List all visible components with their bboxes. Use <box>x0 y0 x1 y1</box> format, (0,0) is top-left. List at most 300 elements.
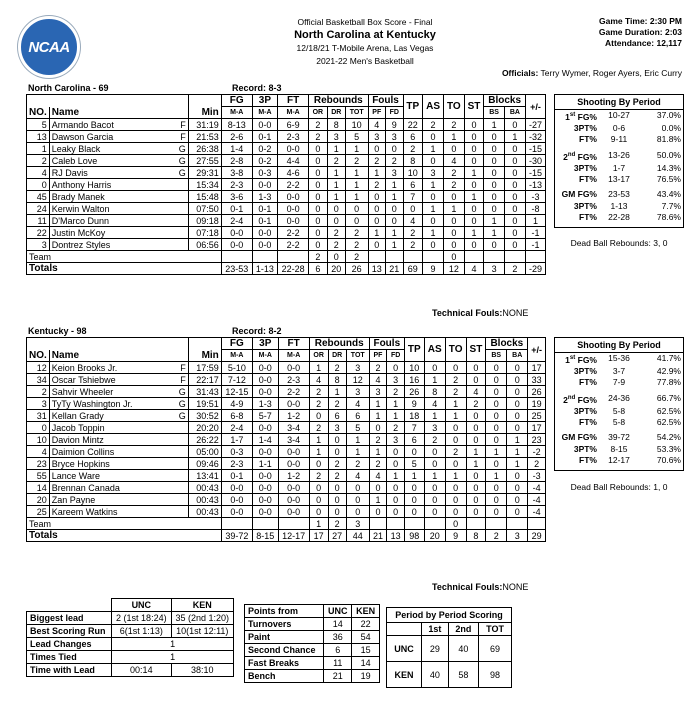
stat-cell: 26 <box>404 386 424 398</box>
ma-header: M-A <box>252 107 277 119</box>
unc-value: 2 (1st 18:24) <box>112 612 171 625</box>
uk-box-score-table <box>26 337 546 542</box>
ma-header: M-A <box>278 350 309 362</box>
shooting-label <box>555 366 599 377</box>
stat-name: 3PT% <box>573 162 597 173</box>
blocks-header: Blocks <box>486 338 528 350</box>
minutes: 26:22 <box>188 434 221 446</box>
stat-cell: -4 <box>528 494 546 506</box>
logo-text: NCAA <box>28 38 70 56</box>
fouls-header: Fouls <box>368 95 403 107</box>
stat-cell: 0 <box>486 458 507 470</box>
summary-value: 1 <box>112 638 234 651</box>
stat-cell: 0 <box>309 227 328 239</box>
total-score: 69 <box>479 636 512 662</box>
stat-cell: 2 <box>368 179 385 191</box>
3p-header: 3P <box>252 95 277 107</box>
stat-cell: 0 <box>444 191 465 203</box>
ma-header: M-A <box>221 350 252 362</box>
stat-cell: 0 <box>424 506 445 518</box>
stat-cell: 0 <box>424 362 445 374</box>
player-name: Kerwin Walton <box>49 203 174 215</box>
shooting-row <box>555 134 683 145</box>
stat-cell: 0 <box>368 203 385 215</box>
player-row <box>27 482 546 494</box>
made-attempts: 1-13 <box>610 200 628 211</box>
percentage: 0.0% <box>661 123 681 134</box>
period-title: Period by Period Scoring <box>387 608 512 623</box>
unc-technical-fouls: Technical Fouls:NONE <box>432 308 529 318</box>
stat-cell: 0-0 <box>252 470 278 482</box>
stat-cell: 0 <box>445 482 466 494</box>
summary-label: Biggest lead <box>27 612 112 625</box>
percentage: 62.5% <box>656 405 681 416</box>
shooting-label <box>555 134 599 145</box>
stat-cell: 3 <box>424 422 445 434</box>
stat-cell: 1 <box>423 227 444 239</box>
stat-cell: 18 <box>404 410 424 422</box>
summary-row <box>27 638 234 651</box>
stat-cell: 1 <box>424 374 445 386</box>
stat-cell: -3 <box>526 191 546 203</box>
stat-cell: 0-0 <box>278 143 309 155</box>
first-half-header: 1st <box>422 623 449 636</box>
team-stat-cell: 3 <box>346 518 369 530</box>
made-attempts: 9-11 <box>610 134 628 145</box>
ken-value: 38:10 <box>171 664 234 677</box>
shooting-row <box>555 366 683 377</box>
ncaa-logo <box>18 16 80 78</box>
unc-value: 6(1st 1:13) <box>112 625 171 638</box>
header-row <box>27 338 546 350</box>
made-attempts: 5-8 <box>612 417 626 428</box>
stat-name: 3PT% <box>573 123 597 134</box>
stat-cell: -13 <box>526 179 546 191</box>
made-attempts: 15-36 <box>608 353 630 363</box>
stat-cell: 0-0 <box>278 458 309 470</box>
totals-cell: 20 <box>327 263 345 275</box>
stat-name: FT% <box>579 417 597 428</box>
stat-cell: 5-10 <box>221 362 252 374</box>
jersey-number: 4 <box>27 446 50 458</box>
unc-dead-ball-rebounds: Dead Ball Rebounds: 3, 0 <box>570 238 668 248</box>
stat-cell: -1 <box>526 239 546 251</box>
stat-cell: 0 <box>484 131 505 143</box>
stat-cell: 22 <box>403 119 423 131</box>
percentage: 50.0% <box>656 149 681 160</box>
player-row <box>27 131 546 143</box>
stat-cell: 10 <box>403 167 423 179</box>
stat-cell: 1-4 <box>252 434 278 446</box>
team-stat-cell: 0 <box>444 251 465 263</box>
stat-cell: 0-0 <box>221 506 252 518</box>
percentage: 43.4% <box>656 189 681 200</box>
ken-value: 19 <box>352 670 380 683</box>
points-category: Turnovers <box>245 618 324 631</box>
stat-cell: 2 <box>387 386 405 398</box>
player-name: Keion Brooks Jr. <box>49 362 174 374</box>
stat-cell: -1 <box>526 227 546 239</box>
stat-cell: -27 <box>526 119 546 131</box>
shooting-label <box>555 444 599 455</box>
minutes: 07:50 <box>188 203 221 215</box>
minutes: 09:18 <box>188 215 221 227</box>
stat-cell: 1 <box>345 143 368 155</box>
stat-name: FG% <box>577 111 597 122</box>
jersey-number: 20 <box>27 494 50 506</box>
made-attempts: 8-15 <box>610 443 628 454</box>
unc-value: 36 <box>324 631 352 644</box>
team-stat-cell <box>386 251 403 263</box>
stat-cell: 0 <box>486 410 507 422</box>
stat-cell: 1 <box>327 179 345 191</box>
player-position: G <box>174 398 188 410</box>
stat-cell: 1 <box>484 215 505 227</box>
totals-cell: 9 <box>423 263 444 275</box>
stat-cell: 0 <box>309 191 328 203</box>
unc-header: UNC <box>324 605 352 618</box>
stat-cell: 2 <box>444 179 465 191</box>
points-category: Bench <box>245 670 324 683</box>
stat-cell: 0 <box>466 422 486 434</box>
ma-header: M-A <box>221 107 252 119</box>
player-position: F <box>174 362 188 374</box>
shooting-title: Shooting By Period <box>555 95 683 110</box>
unc-value: 00:14 <box>112 664 171 677</box>
player-name: Kellan Grady <box>49 410 174 422</box>
stat-cell: 0 <box>309 482 328 494</box>
stat-cell: 0 <box>466 470 486 482</box>
jersey-number: 22 <box>27 227 50 239</box>
stat-cell: 0 <box>445 422 466 434</box>
stat-cell: 0-0 <box>252 482 278 494</box>
jersey-number: 4 <box>27 167 50 179</box>
team-stat-cell <box>404 518 424 530</box>
totals-cell: 39-72 <box>221 530 252 542</box>
stat-cell: 2-4 <box>221 215 252 227</box>
stat-cell: 0 <box>327 215 345 227</box>
stat-cell: 0 <box>486 398 507 410</box>
stat-cell: 1 <box>423 203 444 215</box>
totals-cell: 1-13 <box>252 263 277 275</box>
stat-cell: 1 <box>464 167 484 179</box>
shooting-label <box>555 201 599 212</box>
player-row <box>27 494 546 506</box>
made-attempts: 22-28 <box>608 212 630 223</box>
team-stat-cell <box>464 251 484 263</box>
stat-cell: 2 <box>328 398 346 410</box>
player-row <box>27 179 546 191</box>
stat-cell: 0-0 <box>278 494 309 506</box>
stat-cell: 0 <box>464 179 484 191</box>
stat-cell: 3 <box>387 434 405 446</box>
stat-cell: 0 <box>369 506 387 518</box>
totals-label: Totals <box>27 530 222 542</box>
plus-minus-header: +/- <box>526 95 546 119</box>
pf-header: PF <box>368 107 385 119</box>
totals-cell: 8 <box>466 530 486 542</box>
summary-label: Best Scoring Run <box>27 625 112 638</box>
stat-cell: 0 <box>466 482 486 494</box>
points-from-row <box>245 670 380 683</box>
stat-cell: 2 <box>403 239 423 251</box>
stat-cell: 2-2 <box>278 239 309 251</box>
stat-cell: 0-0 <box>252 119 277 131</box>
stat-cell: 2 <box>309 398 328 410</box>
ken-header: KEN <box>352 605 380 618</box>
stat-name: 3PT% <box>573 443 597 454</box>
stat-cell: 8 <box>327 119 345 131</box>
period-number: 2 <box>563 394 568 405</box>
stat-cell: 1-1 <box>252 458 278 470</box>
stat-cell: 0 <box>445 362 466 374</box>
stat-cell: 3 <box>386 167 403 179</box>
venue-line: 12/18/21 T-Mobile Arena, Las Vegas <box>296 43 434 53</box>
stat-cell: 5 <box>345 131 368 143</box>
stat-cell: 0-0 <box>252 386 278 398</box>
total-score: 98 <box>479 662 512 688</box>
minutes: 27:55 <box>188 155 221 167</box>
header-row <box>27 95 546 107</box>
team-stat-cell <box>507 518 528 530</box>
team-abbrev: UNC <box>387 636 422 662</box>
stat-name: FT% <box>579 134 597 145</box>
stat-cell: 1-7 <box>221 434 252 446</box>
st-header: ST <box>466 338 486 362</box>
fg-header: FG <box>221 338 252 350</box>
stat-cell: 17 <box>528 422 546 434</box>
stat-cell: 0 <box>423 155 444 167</box>
stat-cell: 0 <box>507 398 528 410</box>
stat-cell: 0 <box>445 434 466 446</box>
stat-cell: -8 <box>526 203 546 215</box>
made-attempts: 0-6 <box>612 123 626 134</box>
stat-cell: 0 <box>328 482 346 494</box>
blank-header <box>27 599 112 612</box>
stat-cell: 2-8 <box>221 155 252 167</box>
period-row <box>387 662 512 688</box>
stat-cell: 8 <box>424 386 445 398</box>
stat-cell: 1 <box>387 410 405 422</box>
summary-row <box>27 651 234 664</box>
stat-cell: 0 <box>504 143 525 155</box>
stat-cell: 8 <box>403 155 423 167</box>
minutes: 20:20 <box>188 422 221 434</box>
stat-cell: 4 <box>346 398 369 410</box>
stat-cell: 5-7 <box>252 410 278 422</box>
percentage: 54.2% <box>656 432 681 443</box>
stat-name: GM FG% <box>561 432 597 443</box>
stat-cell: 0 <box>424 458 445 470</box>
unc-value: 6 <box>324 644 352 657</box>
stat-cell: 6 <box>403 131 423 143</box>
ken-value: 15 <box>352 644 380 657</box>
stat-cell: 0 <box>504 215 525 227</box>
stat-cell: 3 <box>423 167 444 179</box>
stat-cell: 0 <box>387 446 405 458</box>
stat-cell: 1 <box>424 470 445 482</box>
stat-cell: 4-6 <box>278 167 309 179</box>
player-row <box>27 434 546 446</box>
stat-cell: 1 <box>346 434 369 446</box>
percentage: 42.9% <box>656 366 681 377</box>
stat-cell: 0 <box>444 215 465 227</box>
jersey-number: 23 <box>27 458 50 470</box>
stat-cell: 8-13 <box>221 119 252 131</box>
stat-cell: 2-3 <box>221 458 252 470</box>
stat-cell: -4 <box>528 506 546 518</box>
stat-cell: 0 <box>486 494 507 506</box>
stat-cell: 2 <box>327 155 345 167</box>
minutes: 29:31 <box>188 167 221 179</box>
season-line: 2021-22 Men's Basketball <box>316 56 414 66</box>
made-attempts: 13-26 <box>608 149 630 160</box>
stat-cell: 2-4 <box>221 422 252 434</box>
player-position <box>174 239 188 251</box>
stat-cell: 0 <box>504 155 525 167</box>
player-row <box>27 227 546 239</box>
player-row <box>27 203 546 215</box>
stat-cell: 0-0 <box>252 494 278 506</box>
summary-row <box>27 664 234 677</box>
player-row <box>27 155 546 167</box>
shooting-label <box>555 163 599 174</box>
stat-cell: 1 <box>486 446 507 458</box>
stat-cell: 0 <box>464 131 484 143</box>
player-row <box>27 191 546 203</box>
totals-cell: 3 <box>507 530 528 542</box>
team-stat-cell <box>423 251 444 263</box>
stat-cell: 0 <box>369 422 387 434</box>
stat-cell: 2-2 <box>278 227 309 239</box>
team-stat-cell <box>369 518 387 530</box>
stat-cell: 0-0 <box>278 191 309 203</box>
stat-cell: 2 <box>445 386 466 398</box>
summary-label: Times Tied <box>27 651 112 664</box>
stat-cell: 0-1 <box>221 203 252 215</box>
stat-cell: 4 <box>466 386 486 398</box>
3p-header: 3P <box>252 338 278 350</box>
shooting-label <box>555 110 599 123</box>
stat-cell: 0 <box>444 227 465 239</box>
player-position: G <box>174 167 188 179</box>
stat-cell: 1 <box>328 386 346 398</box>
stat-cell: 0 <box>387 458 405 470</box>
jersey-number: 24 <box>27 203 50 215</box>
stat-cell: 2-2 <box>278 179 309 191</box>
stat-cell: 6 <box>404 434 424 446</box>
percentage: 66.7% <box>656 392 681 403</box>
stat-cell: 0 <box>466 362 486 374</box>
stat-cell: 4 <box>369 374 387 386</box>
team-stat-cell: 2 <box>328 518 346 530</box>
stat-cell: 0 <box>507 506 528 518</box>
game-time: Game Time: 2:30 PM <box>599 16 682 26</box>
stat-cell: 1 <box>345 191 368 203</box>
period-number: 2 <box>563 151 568 162</box>
ma-header: M-A <box>278 107 309 119</box>
team-stat-cell <box>486 518 507 530</box>
stat-cell: 1 <box>486 470 507 482</box>
shooting-row <box>555 123 683 134</box>
stat-cell: 1 <box>369 410 387 422</box>
stat-cell: 2 <box>327 227 345 239</box>
player-row <box>27 143 546 155</box>
player-name: RJ Davis <box>49 167 174 179</box>
stat-cell: 2 <box>445 374 466 386</box>
stat-cell: 0 <box>484 191 505 203</box>
stat-cell: 1 <box>445 398 466 410</box>
stat-cell: 1 <box>504 131 525 143</box>
player-row <box>27 362 546 374</box>
stat-cell: 0 <box>368 215 385 227</box>
stat-name: FT% <box>579 212 597 223</box>
stat-cell: 0 <box>424 446 445 458</box>
stat-cell: 2-2 <box>278 386 309 398</box>
stat-cell: 0 <box>466 410 486 422</box>
stat-cell: 4-9 <box>221 398 252 410</box>
stat-cell: 0 <box>309 506 328 518</box>
percentage: 7.7% <box>661 200 681 211</box>
stat-cell: 0-0 <box>221 494 252 506</box>
stat-cell: 3 <box>387 374 405 386</box>
ken-value: 14 <box>352 657 380 670</box>
totals-cell: 23-53 <box>221 263 252 275</box>
stat-cell: 0 <box>423 191 444 203</box>
jersey-number: 5 <box>27 119 50 131</box>
totals-cell: 44 <box>346 530 369 542</box>
shooting-row <box>555 444 683 455</box>
unc-box-score-table <box>26 94 546 275</box>
stat-cell: 1 <box>368 227 385 239</box>
shooting-row <box>555 417 683 428</box>
minutes: 09:46 <box>188 458 221 470</box>
stat-cell: 0 <box>368 239 385 251</box>
points-from-row <box>245 657 380 670</box>
team-stat-cell <box>403 251 423 263</box>
jersey-number: 3 <box>27 398 50 410</box>
shooting-row <box>555 406 683 417</box>
min-header: Min <box>188 350 221 362</box>
player-position <box>174 203 188 215</box>
percentage: 77.8% <box>656 377 681 388</box>
stat-cell: 2 <box>403 143 423 155</box>
ba-header: BA <box>507 350 528 362</box>
totals-cell: 27 <box>328 530 346 542</box>
stat-cell: 0 <box>386 143 403 155</box>
to-header: TO <box>445 338 466 362</box>
stat-cell: 0 <box>507 482 528 494</box>
jersey-number: 25 <box>27 506 50 518</box>
stat-cell: 0 <box>444 143 465 155</box>
shooting-label <box>555 393 599 406</box>
stat-name: FT% <box>579 377 597 388</box>
fouls-header: Fouls <box>369 338 404 350</box>
stat-cell: 1-3 <box>252 191 277 203</box>
totals-label: Totals <box>27 263 222 275</box>
stat-cell: 0 <box>345 203 368 215</box>
made-attempts: 5-8 <box>612 405 626 416</box>
percentage: 41.7% <box>656 353 681 363</box>
totals-cell: -29 <box>526 263 546 275</box>
stat-cell: 1 <box>309 446 328 458</box>
stat-cell: 1 <box>309 362 328 374</box>
team-stat-cell <box>466 518 486 530</box>
first-half-score: 29 <box>422 636 449 662</box>
totals-cell: 98 <box>404 530 424 542</box>
stat-cell: 3 <box>369 386 387 398</box>
stat-cell: 1 <box>386 227 403 239</box>
